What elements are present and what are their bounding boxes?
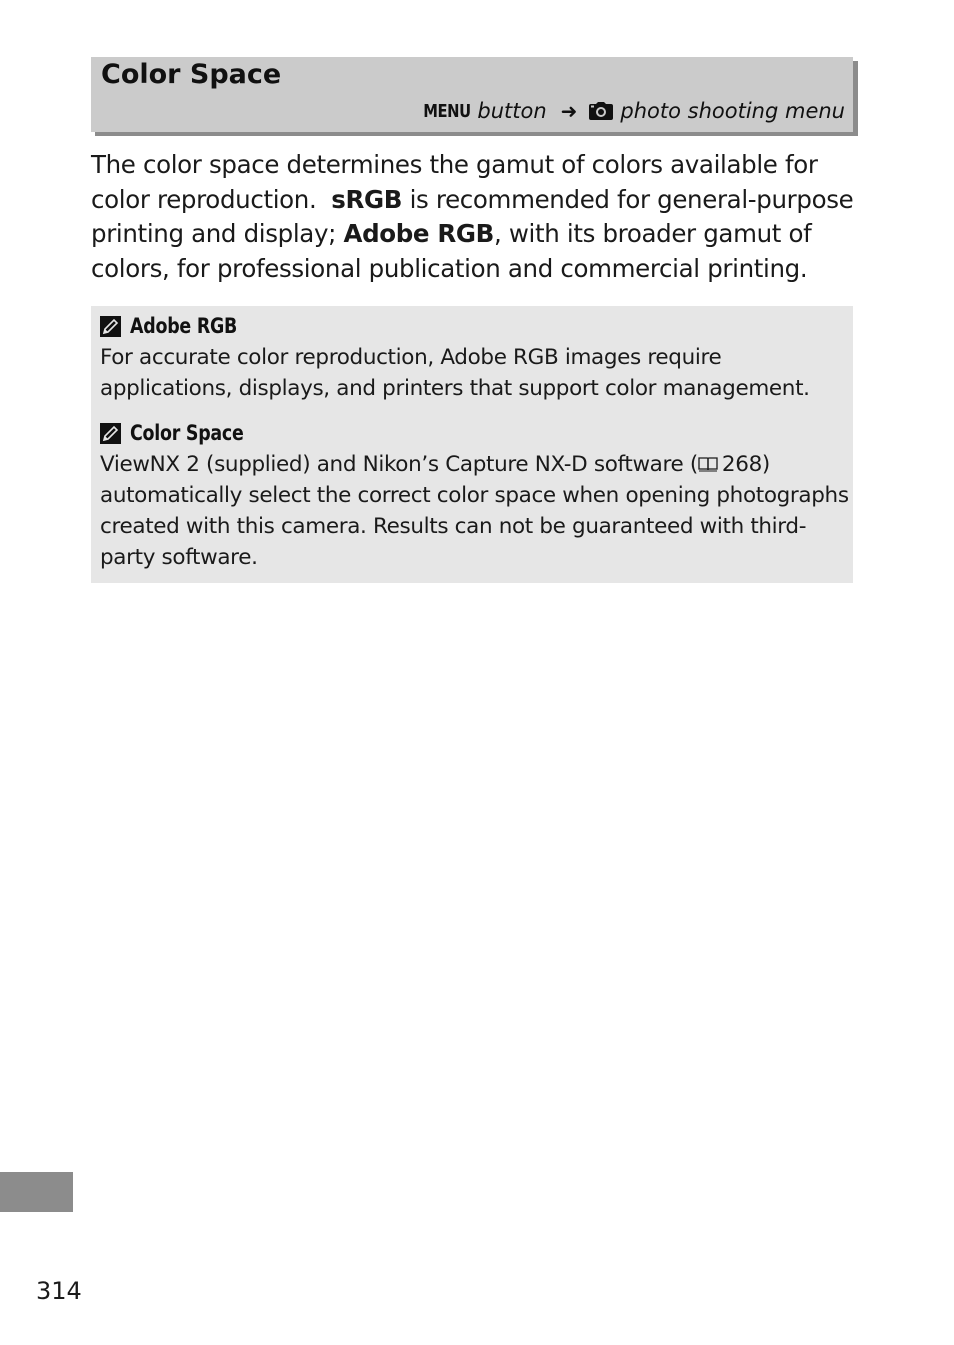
page-title: Color Space — [101, 59, 282, 90]
note-body-after: ) automatically select the correct color space when opening photographs created with this camera. Results can not be guaranteed with third-party software. — [100, 452, 849, 570]
note-body-before: ViewNX 2 (supplied) and Nikon’s Capture NX-D software ( — [100, 452, 698, 477]
button-label: button — [477, 99, 547, 123]
note-title: Adobe RGB — [130, 314, 238, 338]
intro-paragraph — [91, 148, 871, 286]
notes-box — [91, 306, 853, 583]
pencil-note-icon — [100, 316, 121, 337]
adobe-rgb-term: Adobe RGB — [343, 219, 494, 248]
menu-name: photo shooting menu — [620, 99, 845, 123]
page-reference-link[interactable]: 268 — [721, 452, 762, 477]
section-header — [91, 57, 853, 132]
book-icon — [698, 456, 718, 472]
note-color-space — [100, 420, 850, 573]
intro-text-1: The color space determines the gamut of colors available for color reproduction. — [91, 150, 818, 214]
arrow-icon: ➜ — [560, 99, 578, 123]
camera-icon — [589, 102, 613, 120]
menu-button-glyph: MENU — [422, 100, 471, 122]
srgb-term: sRGB — [331, 184, 403, 214]
pencil-note-icon — [100, 423, 121, 444]
intro-text-3: , with its broader gamut of colors, for professional publication and commercial printing. — [91, 219, 812, 283]
note-title: Color Space — [130, 421, 244, 445]
note-body — [100, 449, 850, 573]
menu-breadcrumb — [418, 99, 846, 123]
note-adobe-rgb — [100, 313, 850, 404]
note-body: For accurate color reproduction, Adobe RGB images require applications, displays, and printers that support color management. — [100, 345, 810, 401]
note-title-row — [100, 313, 850, 339]
intro-text-2: is recommended for general-purpose printing and display; — [91, 184, 854, 248]
note-title-row — [100, 420, 850, 446]
chapter-tab — [0, 1172, 73, 1212]
page-number: 314 — [36, 1277, 82, 1305]
